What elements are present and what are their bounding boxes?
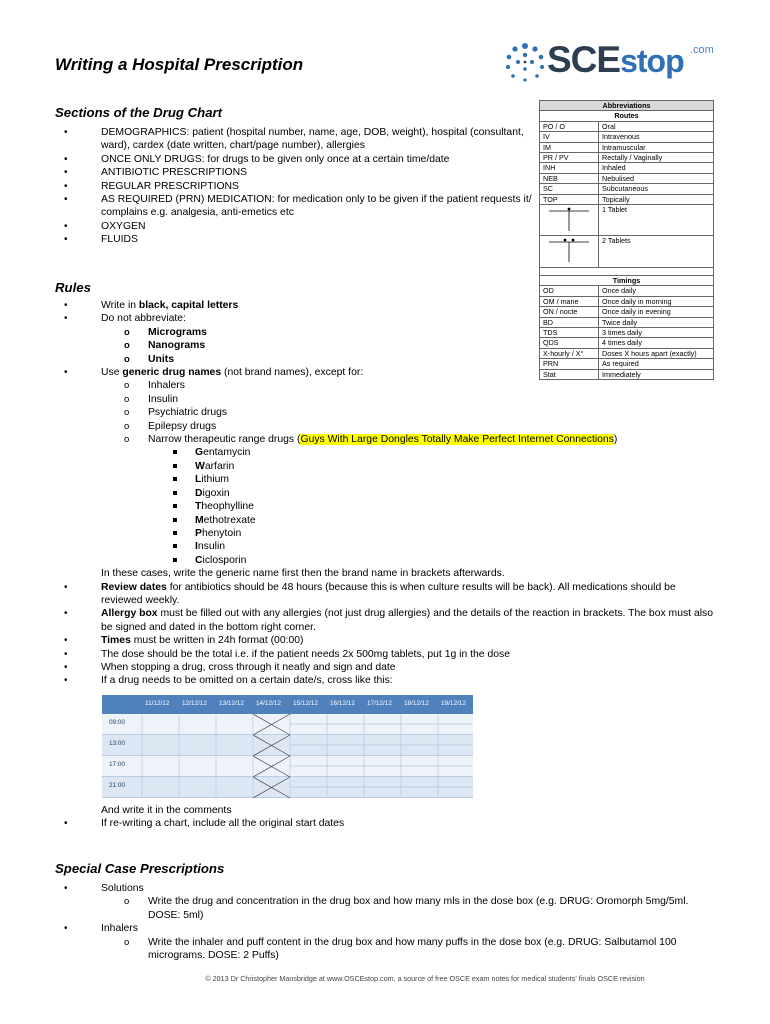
list-item: • Write in black, capital letters — [55, 299, 715, 312]
time-label: 21:00 — [109, 782, 125, 789]
date-label: 16/12/12 — [330, 700, 355, 707]
table-row: QDS 4 times daily — [540, 338, 714, 348]
list-item: • OXYGEN — [55, 220, 535, 233]
list-item: o Epilepsy drugs — [55, 420, 715, 433]
time-label: 09:00 — [109, 719, 125, 726]
mnemonic-highlight: Guys With Large Dongles Totally Make Perfect Internet Connections — [300, 434, 614, 446]
list-item: Digoxin — [55, 487, 715, 500]
list-item: o Micrograms — [55, 326, 715, 339]
omit-example-chart — [102, 695, 473, 801]
tablet-symbol-icon — [543, 236, 595, 264]
table-row: PRN As required — [540, 359, 714, 369]
list-item: o Write the drug and concentration in the drug box and how many mls in the dose box (e.g. DRUG: Oromorph 5mg/5ml. DOSE: 5ml) — [55, 895, 715, 922]
list-item: Warfarin — [55, 460, 715, 473]
list-item: o Nanograms — [55, 339, 715, 352]
comments-text: And write it in the comments — [101, 805, 232, 816]
table-row: BD Twice daily — [540, 317, 714, 327]
date-label: 13/12/12 — [219, 700, 244, 707]
timings-title: Timings — [540, 275, 714, 285]
list-item: o Inhalers — [55, 379, 715, 392]
list-item: • The dose should be the total i.e. if the patient needs 2x 500mg tablets, put 1g in the dose — [55, 648, 715, 661]
table-row: X-hourly / X° Doses X hours apart (exactly) — [540, 348, 714, 358]
list-item: Ciclosporin — [55, 554, 715, 567]
drug-chart-heading: Sections of the Drug Chart — [55, 105, 223, 120]
grid-lines — [102, 695, 473, 801]
generic-note: In these cases, write the generic name first then the brand name in brackets afterwards. — [101, 568, 505, 580]
list-item: Phenytoin — [55, 527, 715, 540]
table-row: TOP Topically — [540, 194, 714, 204]
list-item: • Inhalers — [55, 922, 715, 935]
table-row: Stat Immediately — [540, 369, 714, 379]
table-row: PO / O Oral — [540, 121, 714, 131]
routes-title: Routes — [540, 111, 714, 121]
list-item: • FLUIDS — [55, 233, 535, 246]
list-item: Gentamycin — [55, 446, 715, 459]
time-label: 17:00 — [109, 761, 125, 768]
omit-cross-mark — [253, 714, 290, 798]
table-row: ON / nocte Once daily in evening — [540, 307, 714, 317]
footer-copyright: © 2013 Dr Christopher Mansbridge at www.OSCEstop.com, a source of free OSCE exam notes for medical students' finals OSCE revision — [205, 974, 645, 983]
list-item: o Insulin — [55, 393, 715, 406]
list-item: Methotrexate — [55, 514, 715, 527]
table-row: 2 Tablets — [540, 236, 714, 267]
table-row: OM / mane Once daily in morning — [540, 296, 714, 306]
list-item: • ANTIBIOTIC PRESCRIPTIONS — [55, 166, 535, 179]
list-item: o Narrow therapeutic range drugs (Guys With Large Dongles Totally Make Perfect Internet Connections) — [55, 433, 715, 446]
list-item: o Units — [55, 353, 715, 366]
table-row: INH Inhaled — [540, 163, 714, 173]
one-tablet-symbol — [540, 205, 599, 236]
drug-chart-list — [55, 126, 535, 247]
table-row: NEB Nebulised — [540, 173, 714, 183]
list-item: • REGULAR PRESCRIPTIONS — [55, 180, 535, 193]
date-label: 14/12/12 — [256, 700, 281, 707]
list-item: • Review dates for antibiotics should be 48 hours (because this is when culture results will be back). All medications should be reviewed weekly. — [55, 581, 715, 608]
oscestop-logo — [502, 36, 722, 88]
rules-heading: Rules — [55, 280, 91, 295]
table-row: PR / PV Rectally / Vaginally — [540, 153, 714, 163]
list-item: • Solutions — [55, 882, 715, 895]
table-row: SC Subcutaneous — [540, 184, 714, 194]
time-label: 13:00 — [109, 740, 125, 747]
list-item: • Times must be written in 24h format (00:00) — [55, 634, 715, 647]
date-label: 11/12/12 — [145, 700, 170, 707]
date-label: 17/12/12 — [367, 700, 392, 707]
page-title: Writing a Hospital Prescription — [55, 55, 304, 74]
table-row: IM Intramuscular — [540, 142, 714, 152]
rules-list — [55, 299, 715, 688]
date-label: 19/12/12 — [441, 700, 466, 707]
date-label: 18/12/12 — [404, 700, 429, 707]
list-item: o Psychiatric drugs — [55, 406, 715, 419]
list-item: • If re-writing a chart, include all the original start dates — [55, 817, 715, 830]
table-row: IV Intravenous — [540, 132, 714, 142]
list-item: • Do not abbreviate: — [55, 312, 715, 325]
date-label: 15/12/12 — [293, 700, 318, 707]
list-item: • ONCE ONLY DRUGS: for drugs to be given only once at a certain time/date — [55, 153, 535, 166]
table-row: 1 Tablet — [540, 205, 714, 236]
special-heading: Special Case Prescriptions — [55, 861, 225, 876]
list-item: • Use generic drug names (not brand names), except for: — [55, 366, 715, 379]
tablet-symbol-icon — [543, 205, 595, 233]
list-item: • AS REQUIRED (PRN) MEDICATION: for medication only to be given if the patient requests it/ complains e.g. analgesia, anti-emetics etc — [55, 193, 535, 220]
list-item: Lithium — [55, 473, 715, 486]
comments-note — [55, 804, 715, 831]
two-tablets-symbol — [540, 236, 599, 267]
list-item: • Allergy box must be filled out with any allergies (not just drug allergies) and the details of the reaction in brackets. The box must also be signed and dated in the bottom right corner. — [55, 607, 715, 634]
list-item: • When stopping a drug, cross through it neatly and sign and date — [55, 661, 715, 674]
logo-dots-icon — [502, 40, 548, 86]
list-item: o Write the inhaler and puff content in the drug box and how many puffs in the dose box (e.g. DRUG: Salbutamol 100 micrograms. DOSE: 2 Puffs) — [55, 936, 715, 963]
list-item: Insulin — [55, 540, 715, 553]
logo-wordmark: SCEstop — [547, 39, 684, 80]
list-item: • DEMOGRAPHICS: patient (hospital number, name, age, DOB, weight), hospital (consultant, ward), cardex (date written, chart/page number), allergies — [55, 126, 535, 153]
list-item: Theophylline — [55, 500, 715, 513]
list-item: • If a drug needs to be omitted on a certain date/s, cross like this: — [55, 674, 715, 687]
special-list — [55, 882, 715, 962]
table-row: TDS 3 times daily — [540, 327, 714, 337]
logo-dotcom: .com — [690, 44, 714, 56]
table-row: OD Once daily — [540, 286, 714, 296]
date-label: 12/12/12 — [182, 700, 207, 707]
abbreviations-title: Abbreviations — [540, 101, 714, 111]
